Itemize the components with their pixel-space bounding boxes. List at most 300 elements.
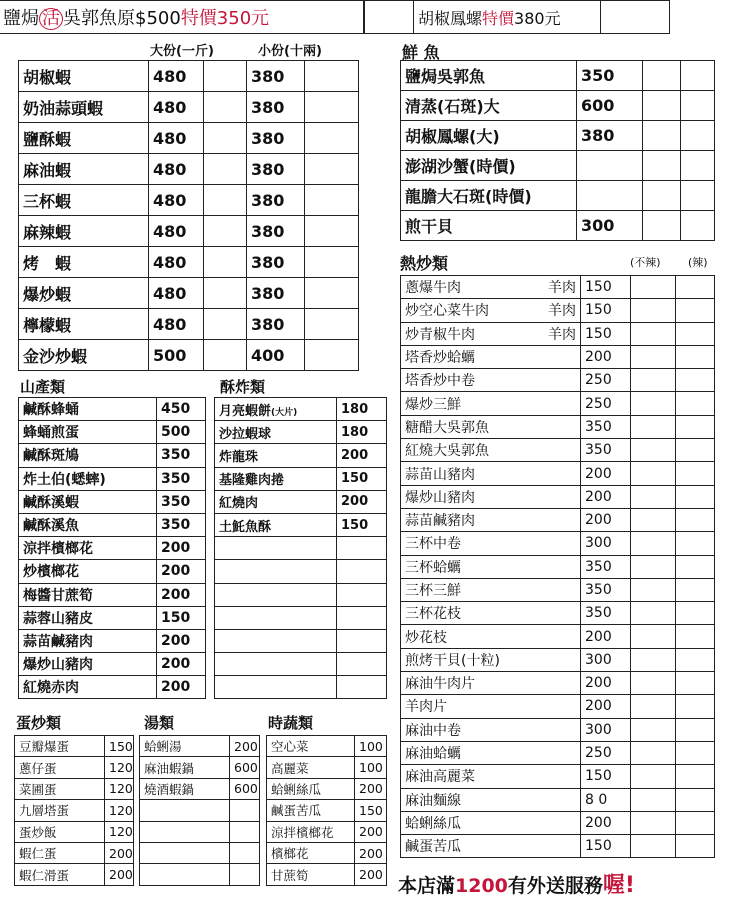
table-cell	[631, 439, 676, 462]
table-cell	[337, 629, 387, 652]
table-cell: 350	[577, 61, 643, 91]
table-cell: 菜圃蛋	[15, 778, 105, 799]
table-cell	[140, 864, 230, 885]
table-cell: 200	[230, 736, 260, 757]
table-cell: 350	[157, 467, 206, 490]
table-cell	[215, 490, 337, 513]
egg-table	[14, 735, 134, 886]
egg-title: 蛋炒類	[16, 714, 62, 732]
table-cell: 蒜蓉山豬皮	[19, 606, 157, 629]
table-cell: 480	[149, 154, 204, 185]
table-cell	[631, 695, 676, 718]
table-cell	[401, 439, 581, 462]
table-cell: 480	[149, 123, 204, 154]
table-cell	[676, 718, 715, 741]
table-cell	[401, 392, 581, 415]
empty-row	[215, 629, 387, 652]
table-cell: 200	[581, 345, 631, 368]
table-cell: 200	[355, 821, 387, 842]
table-cell	[676, 462, 715, 485]
table-cell: 蔥仔蛋	[15, 757, 105, 778]
dish-name: 紅燒肉	[219, 496, 259, 512]
table-cell: 炒檳榔花	[19, 560, 157, 583]
table-row	[15, 864, 134, 885]
empty-row	[215, 606, 387, 629]
table-cell: 480	[149, 185, 204, 216]
table-cell: 200	[355, 842, 387, 863]
dish-name: 土魠魚酥	[219, 519, 272, 535]
table-cell	[631, 555, 676, 578]
table-row	[19, 560, 206, 583]
dish-name: 蒜苗山豬肉	[405, 466, 475, 483]
table-cell: 鹹酥斑鳩	[19, 444, 157, 467]
mountain-table	[18, 397, 206, 699]
table-row	[401, 508, 715, 531]
table-row	[401, 788, 715, 811]
table-cell: 120	[105, 778, 134, 799]
table-cell: 380	[247, 61, 305, 92]
table-cell: 300	[581, 532, 631, 555]
dish-name: 基隆雞肉捲	[219, 473, 285, 489]
table-cell	[676, 555, 715, 578]
dish-name: 三杯三鮮	[405, 583, 461, 599]
table-cell	[401, 672, 581, 695]
table-cell: 450	[157, 398, 206, 421]
table-cell	[676, 485, 715, 508]
table-cell	[676, 392, 715, 415]
table-cell	[401, 625, 581, 648]
table-cell	[204, 123, 247, 154]
dish-name: 三杯花枝	[405, 606, 461, 623]
table-cell: 150	[337, 467, 387, 490]
table-row	[401, 392, 715, 415]
table-row	[401, 121, 715, 151]
dish-name: 煎烤干貝(十粒)	[405, 652, 500, 669]
table-cell	[676, 788, 715, 811]
table-cell: 380	[577, 121, 643, 151]
top-banner-right	[364, 0, 670, 34]
table-cell: 400	[247, 340, 305, 371]
table-cell: 250	[581, 369, 631, 392]
table-row	[401, 61, 715, 91]
table-cell: 爆炒山豬肉	[19, 653, 157, 676]
table-cell	[401, 462, 581, 485]
table-row	[267, 736, 387, 757]
table-cell: 150	[581, 765, 631, 788]
soup-title: 湯類	[144, 714, 175, 732]
table-row	[401, 462, 715, 485]
table-row	[215, 398, 387, 421]
table-cell: 480	[149, 278, 204, 309]
table-cell	[215, 629, 337, 652]
table-cell	[140, 842, 230, 863]
table-cell	[676, 508, 715, 531]
table-row	[401, 181, 715, 211]
dish-name: 紅燒大吳郭魚	[405, 443, 489, 460]
dish-name: 炒空心菜牛肉	[405, 303, 489, 320]
table-cell: 250	[581, 741, 631, 764]
table-cell	[401, 788, 581, 811]
veg-table	[266, 735, 387, 886]
table-cell: 350	[581, 415, 631, 438]
table-cell	[401, 578, 581, 601]
table-cell	[230, 864, 260, 885]
dish-size-tag: (大片)	[271, 407, 298, 418]
table-cell	[681, 151, 715, 181]
table-cell	[204, 61, 247, 92]
table-cell	[643, 61, 681, 91]
table-cell: 麻辣蝦	[19, 216, 149, 247]
table-cell: 150	[581, 322, 631, 345]
table-cell	[631, 718, 676, 741]
table-row	[215, 513, 387, 536]
soup-table	[139, 735, 260, 886]
table-cell: 200	[337, 490, 387, 513]
table-cell	[215, 653, 337, 676]
table-cell	[631, 415, 676, 438]
table-cell: 350	[581, 602, 631, 625]
empty-row	[140, 864, 260, 885]
table-cell	[643, 91, 681, 121]
table-cell: 200	[157, 629, 206, 652]
table-cell	[681, 61, 715, 91]
table-cell: 350	[581, 439, 631, 462]
table-row	[15, 842, 134, 863]
table-cell: 380	[247, 92, 305, 123]
table-cell: 120	[105, 800, 134, 821]
table-cell	[676, 695, 715, 718]
table-cell	[337, 537, 387, 560]
table-cell: 200	[157, 560, 206, 583]
table-row	[19, 340, 359, 371]
table-cell: 300	[581, 648, 631, 671]
table-row	[401, 835, 715, 858]
table-cell	[140, 821, 230, 842]
table-cell	[204, 216, 247, 247]
table-cell	[401, 811, 581, 834]
table-cell	[631, 648, 676, 671]
table-cell	[676, 276, 715, 299]
table-cell	[305, 185, 359, 216]
table-cell	[337, 676, 387, 699]
table-cell	[643, 121, 681, 151]
table-cell: 200	[157, 583, 206, 606]
dish-name: 爆炒山豬肉	[405, 489, 475, 506]
dish-name: 羊肉片	[405, 699, 447, 716]
table-cell: 紅燒赤肉	[19, 676, 157, 699]
soup-rows	[140, 736, 260, 886]
shrimp-table	[18, 60, 359, 371]
table-cell	[215, 398, 337, 421]
table-cell: 龍膽大石斑(時價)	[401, 181, 577, 211]
table-cell	[204, 340, 247, 371]
fish-table	[400, 60, 715, 241]
dish-name: 麻油高麗菜	[405, 769, 475, 786]
table-cell	[676, 811, 715, 834]
table-cell: 480	[149, 216, 204, 247]
empty-row	[215, 560, 387, 583]
delivery-exclaim: 喔!	[602, 873, 635, 898]
table-cell	[204, 92, 247, 123]
table-cell	[140, 800, 230, 821]
table-cell: 150	[355, 800, 387, 821]
table-row	[401, 415, 715, 438]
table-cell: 300	[581, 718, 631, 741]
not-spicy-label: (不辣)	[630, 256, 661, 269]
table-row	[19, 185, 359, 216]
empty-row	[140, 842, 260, 863]
table-cell	[631, 788, 676, 811]
table-row	[401, 718, 715, 741]
table-cell	[337, 560, 387, 583]
dish-name: 爆炒三鮮	[405, 396, 461, 413]
table-row	[401, 485, 715, 508]
table-cell: 200	[581, 462, 631, 485]
table-cell: 鹹蛋苦瓜	[267, 800, 355, 821]
table-cell: 150	[157, 606, 206, 629]
table-cell: 500	[149, 340, 204, 371]
table-cell	[337, 606, 387, 629]
dish-name: 麻油蛤蠣	[405, 746, 461, 763]
table-cell	[215, 676, 337, 699]
promo-fish: 鹽焗 活 吳郭魚原$500特價350元	[0, 1, 364, 34]
empty-row	[215, 537, 387, 560]
table-cell	[631, 672, 676, 695]
table-cell: 200	[355, 864, 387, 885]
table-cell: 金沙炒蝦	[19, 340, 149, 371]
table-cell: 350	[157, 490, 206, 513]
table-cell	[401, 299, 581, 322]
table-cell: 蛤蜊湯	[140, 736, 230, 757]
table-cell	[305, 92, 359, 123]
table-row	[267, 821, 387, 842]
table-row	[267, 757, 387, 778]
table-row	[15, 800, 134, 821]
fried-rows	[215, 398, 387, 699]
dish-name: 沙拉蝦球	[219, 426, 272, 442]
table-cell: 蝦仁蛋	[15, 842, 105, 863]
table-row	[19, 61, 359, 92]
table-cell	[337, 583, 387, 606]
table-row	[15, 757, 134, 778]
table-cell: 380	[247, 154, 305, 185]
table-cell	[643, 151, 681, 181]
table-cell	[681, 211, 715, 241]
dish-name: 蛤蜊絲瓜	[405, 815, 461, 832]
table-cell: 檸檬蝦	[19, 309, 149, 340]
table-row	[401, 741, 715, 764]
table-row	[140, 778, 260, 799]
table-cell	[305, 123, 359, 154]
table-cell: 480	[149, 61, 204, 92]
table-cell	[631, 392, 676, 415]
dish-name: 蔥爆牛肉	[405, 280, 461, 297]
table-cell	[676, 322, 715, 345]
table-row	[401, 345, 715, 368]
table-cell	[230, 800, 260, 821]
shrimp-col-small: 小份(十兩)	[258, 44, 322, 59]
table-cell: 涼拌檳榔花	[19, 537, 157, 560]
table-row	[401, 555, 715, 578]
table-cell	[215, 560, 337, 583]
table-cell	[681, 91, 715, 121]
table-cell: 150	[337, 513, 387, 536]
table-cell	[401, 718, 581, 741]
table-cell	[230, 821, 260, 842]
table-row	[401, 602, 715, 625]
table-cell	[643, 181, 681, 211]
table-cell	[676, 648, 715, 671]
table-row	[401, 299, 715, 322]
table-row	[401, 532, 715, 555]
table-cell	[215, 513, 337, 536]
empty-row	[215, 583, 387, 606]
table-row	[15, 778, 134, 799]
table-cell	[215, 537, 337, 560]
table-row	[267, 800, 387, 821]
table-cell: 麻油蝦	[19, 154, 149, 185]
table-row	[19, 537, 206, 560]
promo-snail: 胡椒鳳螺特價380元	[414, 1, 601, 34]
table-cell: 烤 蝦	[19, 247, 149, 278]
table-cell	[305, 340, 359, 371]
egg-rows	[15, 736, 134, 886]
table-cell: 炸土伯(蟋蟀)	[19, 467, 157, 490]
table-row	[401, 91, 715, 121]
dish-name: 鹹蛋苦瓜	[405, 839, 461, 856]
mountain-rows	[19, 398, 206, 699]
empty-row	[215, 676, 387, 699]
table-cell	[631, 299, 676, 322]
table-cell	[305, 154, 359, 185]
dish-name: 麻油中卷	[405, 722, 461, 739]
stir-table	[400, 275, 715, 858]
table-cell: 甘蔗筍	[267, 864, 355, 885]
table-cell: 200	[157, 653, 206, 676]
table-row	[19, 676, 206, 699]
table-cell	[401, 532, 581, 555]
table-row	[19, 123, 359, 154]
table-row	[215, 421, 387, 444]
table-row	[215, 444, 387, 467]
table-cell: 豆瓣爆蛋	[15, 736, 105, 757]
table-row	[401, 322, 715, 345]
table-row	[15, 736, 134, 757]
table-cell: 蜂蛹煎蛋	[19, 421, 157, 444]
table-cell: 燒酒蝦鍋	[140, 778, 230, 799]
table-cell: 胡椒鳳螺(大)	[401, 121, 577, 151]
veg-rows	[267, 736, 387, 886]
table-row	[19, 583, 206, 606]
table-cell: 高麗菜	[267, 757, 355, 778]
table-row	[215, 467, 387, 490]
table-cell	[401, 765, 581, 788]
table-cell: 蛋炒飯	[15, 821, 105, 842]
table-cell: 胡椒蝦	[19, 61, 149, 92]
table-cell: 350	[581, 578, 631, 601]
table-row	[19, 278, 359, 309]
table-cell: 380	[247, 123, 305, 154]
table-cell: 200	[581, 672, 631, 695]
table-cell	[401, 322, 581, 345]
table-cell: 380	[247, 247, 305, 278]
table-cell: 150	[105, 736, 134, 757]
table-cell	[401, 741, 581, 764]
table-cell: 200	[581, 625, 631, 648]
table-cell: 350	[157, 444, 206, 467]
table-cell: 涼拌檳榔花	[267, 821, 355, 842]
table-cell: 200	[581, 695, 631, 718]
table-cell	[676, 765, 715, 788]
table-cell	[577, 181, 643, 211]
table-cell: 200	[355, 778, 387, 799]
table-row	[401, 211, 715, 241]
table-cell	[305, 247, 359, 278]
dish-name: 炒青椒牛肉	[405, 326, 475, 343]
table-cell	[681, 121, 715, 151]
dish-variant: 羊肉	[548, 280, 576, 297]
empty-row	[140, 821, 260, 842]
dish-variant: 羊肉	[548, 303, 576, 320]
dish-name: 炒花枝	[405, 629, 447, 646]
table-cell: 煎干貝	[401, 211, 577, 241]
table-row	[19, 444, 206, 467]
table-cell: 200	[157, 537, 206, 560]
table-cell	[676, 345, 715, 368]
table-cell: 150	[581, 276, 631, 299]
table-cell	[401, 695, 581, 718]
dish-name: 麻油牛肉片	[405, 676, 475, 693]
table-cell	[631, 276, 676, 299]
table-row	[19, 154, 359, 185]
table-row	[19, 513, 206, 536]
table-cell: 蝦仁滑蛋	[15, 864, 105, 885]
table-cell	[215, 444, 337, 467]
table-row	[140, 736, 260, 757]
dish-name: 糖醋大吳郭魚	[405, 419, 489, 436]
table-cell: 檳榔花	[267, 842, 355, 863]
dish-name: 三杯中卷	[405, 536, 461, 553]
table-cell	[230, 842, 260, 863]
table-row	[267, 778, 387, 799]
table-row	[19, 216, 359, 247]
top-banner-left	[0, 0, 364, 34]
table-cell	[676, 415, 715, 438]
table-cell: 100	[355, 757, 387, 778]
table-row	[19, 490, 206, 513]
dish-name: 三杯蛤蠣	[405, 559, 461, 576]
table-cell	[676, 625, 715, 648]
table-cell: 380	[247, 185, 305, 216]
table-cell: 麻油蝦鍋	[140, 757, 230, 778]
empty-row	[215, 653, 387, 676]
table-cell	[204, 309, 247, 340]
stir-rows	[401, 276, 715, 858]
table-cell	[676, 369, 715, 392]
table-row	[267, 842, 387, 863]
table-cell: 鹹酥蜂蛹	[19, 398, 157, 421]
table-cell	[401, 369, 581, 392]
table-row	[401, 439, 715, 462]
table-cell	[305, 278, 359, 309]
table-cell: 380	[247, 278, 305, 309]
table-cell	[631, 625, 676, 648]
table-cell	[305, 61, 359, 92]
table-cell: 200	[337, 444, 387, 467]
table-cell: 180	[337, 398, 387, 421]
table-cell: 500	[157, 421, 206, 444]
table-row	[19, 467, 206, 490]
